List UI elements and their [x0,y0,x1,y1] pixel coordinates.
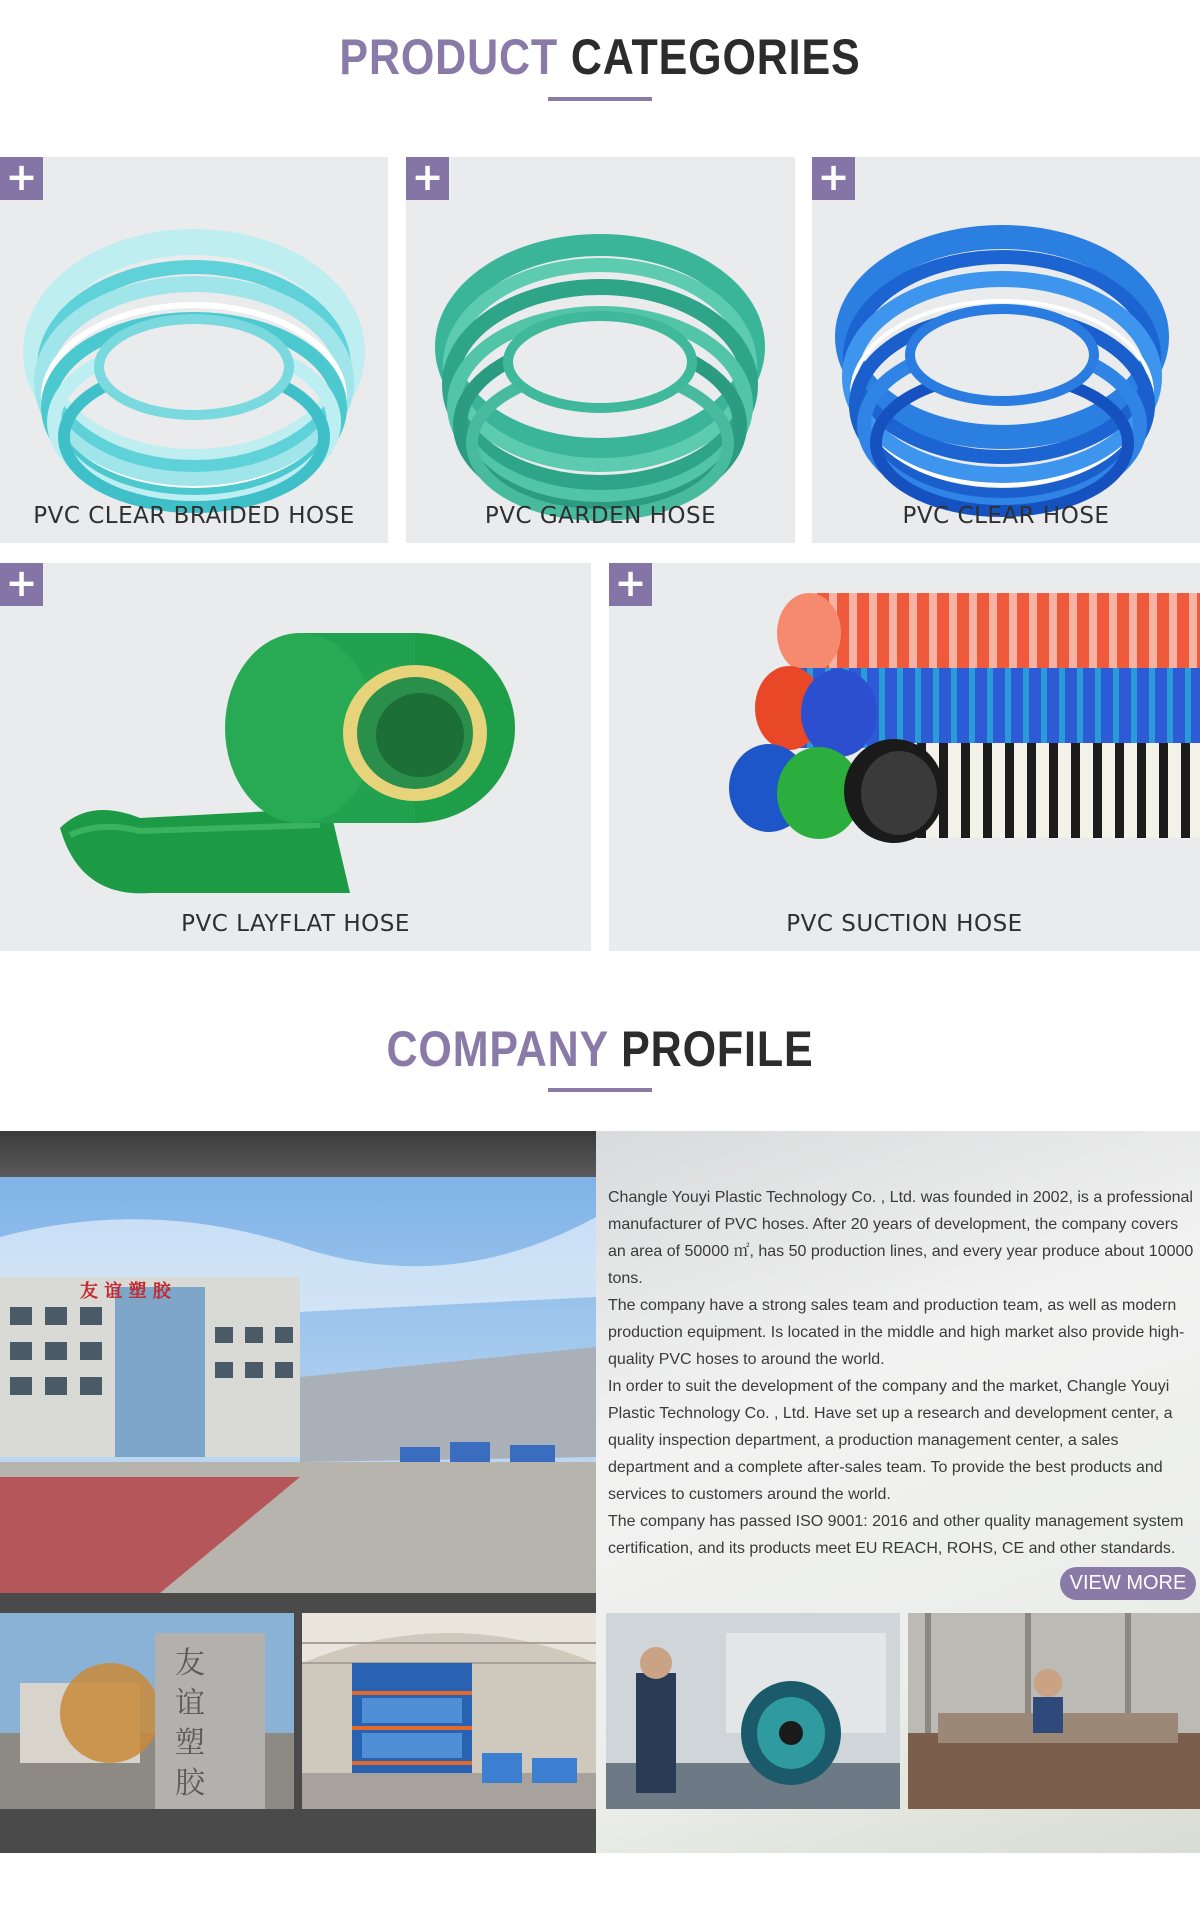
title-accent-word: COMPANY [386,1021,609,1077]
product-card-suction-hose[interactable] [609,563,1200,951]
garden-hose-image [406,157,795,543]
view-more-button[interactable]: VIEW MORE [1060,1567,1196,1600]
clear-braided-hose-image [0,157,388,543]
gate-photo [0,1613,294,1809]
svg-text:塑: 塑 [175,1726,205,1761]
plus-icon[interactable]: + [609,563,652,606]
title-rest-word: PROFILE [621,1021,814,1077]
svg-text:胶: 胶 [175,1766,205,1801]
workshop-photo [908,1613,1200,1809]
title-underline [548,1088,652,1092]
company-description [608,1184,1196,1562]
product-card-clear-hose[interactable] [812,157,1200,543]
product-label: PVC CLEAR BRAIDED HOSE [33,503,355,529]
company-profile-title [84,1020,1116,1078]
product-categories-title [84,28,1116,86]
product-label: PVC LAYFLAT HOSE [181,911,410,937]
svg-text:友: 友 [175,1646,205,1681]
product-card-garden-hose[interactable] [406,157,795,543]
layflat-hose-image [0,563,591,951]
product-label: PVC CLEAR HOSE [902,503,1110,529]
warehouse-photo [302,1613,596,1809]
profile-paragraph: In order to suit the development of the company and the market, Changle Youyi Plastic Technology Co. , Ltd. Have set up a research and development center, a quality inspection department, a production management center, a sales department and a complete after-sales team. To provide the best products and services to customers around the world. [608,1378,1173,1503]
production-line-photo [606,1613,900,1809]
product-label: PVC SUCTION HOSE [786,911,1023,937]
product-card-layflat-hose[interactable] [0,563,591,951]
profile-paragraph: Changle Youyi Plastic Technology Co. , Ltd. was founded in 2002, is a professional manufacturer of PVC hoses. After 20 years of development, the company covers an area of 50000 ㎡, has 50 production lines, and every year produce about 10000 tons. [608,1189,1194,1287]
plus-icon[interactable]: + [0,563,43,606]
suction-hose-image [609,563,1200,951]
product-card-clear-braided-hose[interactable] [0,157,388,543]
profile-paragraph: The company has passed ISO 9001: 2016 and other quality management system certification, and its products meet EU REACH, ROHS, CE and other standards. [608,1513,1184,1557]
title-accent-word: PRODUCT [339,29,559,85]
product-label: PVC GARDEN HOSE [484,503,717,529]
svg-text:谊: 谊 [175,1686,205,1721]
factory-photo [0,1177,596,1593]
clear-hose-image [812,157,1200,543]
title-underline [548,97,652,101]
plus-icon[interactable]: + [406,157,449,200]
panel-top-strip [0,1131,596,1177]
plus-icon[interactable]: + [0,157,43,200]
svg-text:友 谊 塑 胶: 友 谊 塑 胶 [80,1281,171,1302]
plus-icon[interactable]: + [812,157,855,200]
title-rest-word: CATEGORIES [570,29,861,85]
profile-paragraph: The company have a strong sales team and production team, as well as modern production equipment. Is located in the middle and high market also provide high-quality PVC hoses to around the world. [608,1297,1185,1368]
